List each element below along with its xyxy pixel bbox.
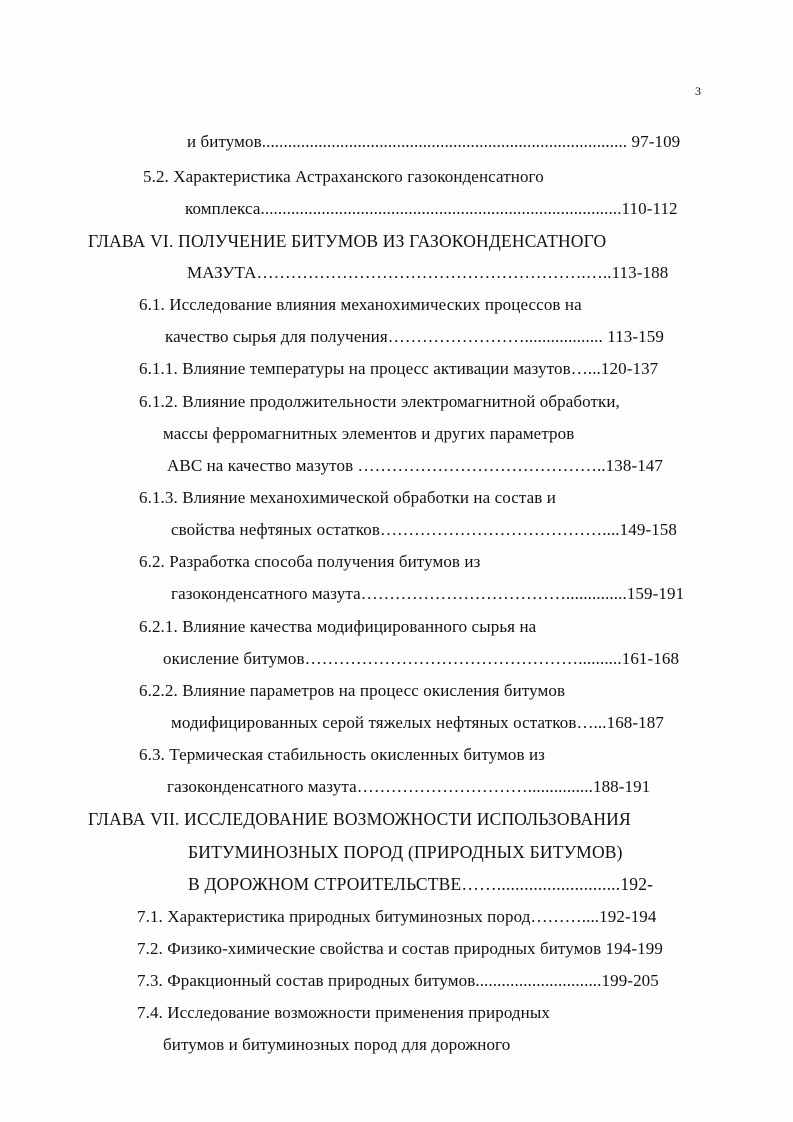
- toc-line: 6.2. Разработка способа получения битумов из: [139, 552, 481, 571]
- toc-line: битумов и битуминозных пород для дорожного: [163, 1035, 511, 1054]
- toc-line: 6.1.1. Влияние температуры на процесс активации мазутов…...120-137: [139, 359, 659, 378]
- toc-line: окисление битумов…………………………………………..........161-168: [163, 649, 680, 668]
- toc-line: комплекса...................................................................................110-112: [185, 199, 678, 218]
- toc-line: 7.4. Исследование возможности применения природных: [137, 1003, 550, 1022]
- toc-line: 6.1. Исследование влияния механохимических процессов на: [139, 295, 582, 314]
- toc-line: и битумов.................................................................................... 97-109: [187, 132, 681, 151]
- toc-line: массы ферромагнитных элементов и других параметров: [163, 424, 575, 443]
- toc-line: 7.2. Физико-химические свойства и состав природных битумов 194-199: [137, 939, 663, 958]
- chapter-heading: БИТУМИНОЗНЫХ ПОРОД (ПРИРОДНЫХ БИТУМОВ): [188, 842, 623, 862]
- toc-line: свойства нефтяных остатков…………………………………....149-158: [171, 520, 678, 539]
- toc-line: 6.3. Термическая стабильность окисленных битумов из: [139, 745, 545, 764]
- chapter-heading: ГЛАВА VI. ПОЛУЧЕНИЕ БИТУМОВ ИЗ ГАЗОКОНДЕНСАТНОГО: [88, 231, 607, 251]
- toc-line: 7.3. Фракционный состав природных битумов.............................199-205: [137, 971, 659, 990]
- toc-line: 6.2.2. Влияние параметров на процесс окисления битумов: [139, 681, 566, 700]
- toc-line: модифицированных серой тяжелых нефтяных остатков…...168-187: [171, 713, 664, 732]
- toc-line: 6.1.2. Влияние продолжительности электромагнитной обработки,: [139, 392, 620, 411]
- chapter-heading: ГЛАВА VII. ИССЛЕДОВАНИЕ ВОЗМОЖНОСТИ ИСПОЛЬЗОВАНИЯ: [88, 809, 631, 829]
- toc-line: качество сырья для получения…………………….................. 113-159: [165, 327, 664, 346]
- toc-line: 5.2. Характеристика Астраханского газоконденсатного: [143, 167, 544, 186]
- chapter-heading: В ДОРОЖНОМ СТРОИТЕЛЬСТВЕ……...........................192-: [188, 874, 654, 894]
- toc-line: газоконденсатного мазута………………………………..............159-191: [171, 584, 685, 603]
- toc-line: АВС на качество мазутов ……………………………………..138-147: [167, 456, 664, 475]
- toc-line: МАЗУТА………………………………………………….…..113-188: [187, 263, 669, 282]
- toc-line: газоконденсатного мазута…………………………...............188-191: [167, 777, 651, 796]
- toc-line: 6.1.3. Влияние механохимической обработки на состав и: [139, 488, 556, 507]
- toc-line: 6.2.1. Влияние качества модифицированного сырья на: [139, 617, 537, 636]
- toc-line: 7.1. Характеристика природных битуминозных пород………....192-194: [137, 907, 657, 926]
- page-number: 3: [695, 84, 701, 98]
